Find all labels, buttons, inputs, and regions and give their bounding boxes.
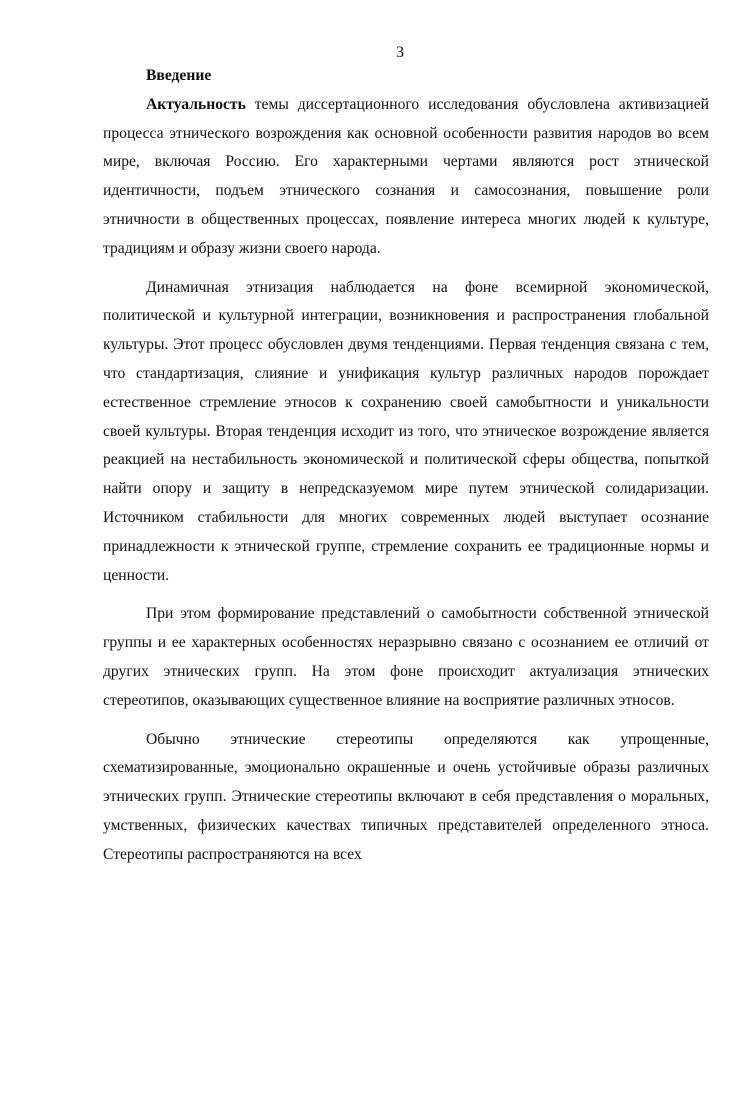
paragraph-1-text: темы диссертационного исследования обусловлена активизацией процесса этнического возрождения как основной особенности развития народов во всем мире, включая Россию. Его характерными чертами являются рост этнической идентичности, подъем этнического сознания и самосознания, повышение роли этничности в общественных процессах, появление интереса многих людей к культуре, традициям и образу жизни своего народа. xyxy=(103,95,709,257)
paragraph-2-text: Динамичная этнизация наблюдается на фоне всемирной экономической, политической и культурной интеграции, возникновения и распространения глобальной культуры. Этот процесс обусловлен двумя тенденциями. Первая тенденция связана с тем, что стандартизация, слияние и унификация культур различных народов порождает естественное стремление этносов к сохранению своей самобытности и уникальности своей культуры. Вторая тенденция исходит из того, что этническое возрождение является реакцией на нестабильность экономической и политической сферы общества, попыткой найти опору и защиту в непредсказуемом мире путем этнической солидаризации. Источником стабильности для многих современных людей выступает осознание принадлежности к этнической группе, стремление сохранить ее традиционные нормы и ценности. xyxy=(103,278,709,584)
paragraph-3 xyxy=(103,600,709,715)
section-heading: Введение xyxy=(146,67,212,84)
paragraph-4 xyxy=(103,726,709,870)
page-number: 3 xyxy=(396,44,404,61)
page-content xyxy=(103,62,709,870)
paragraph-1 xyxy=(103,91,709,264)
paragraph-1-lead: Актуальность xyxy=(146,95,246,113)
paragraph-4-text: Обычно этнические стереотипы определяются как упрощенные, схематизированные, эмоционально окрашенные и очень устойчивые образы различных этнических групп. Этнические стереотипы включают в себя представления о моральных, умственных, физических качествах типичных представителей определенного этноса. Стереотипы распространяются на всех xyxy=(103,730,709,863)
paragraph-3-text: При этом формирование представлений о самобытности собственной этнической группы и ее характерных особенностях неразрывно связано с осознанием ее отличий от других этнических групп. На этом фоне происходит актуализация этнических стереотипов, оказывающих существенное влияние на восприятие различных этносов. xyxy=(103,605,709,709)
paragraph-2 xyxy=(103,274,709,591)
